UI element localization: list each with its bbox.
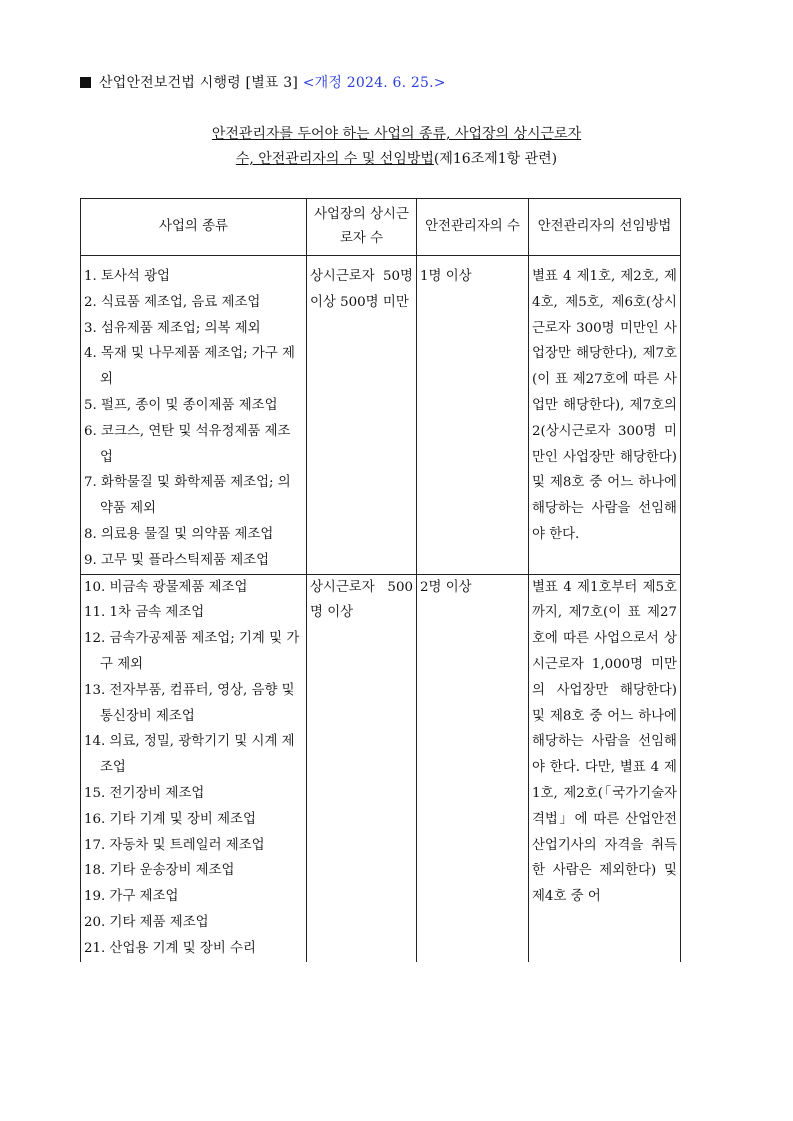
list-item: 2. 식료품 제조업, 음료 제조업: [84, 294, 261, 310]
list-item: 14. 의료, 정밀, 광학기기 및 시계 제조업: [84, 734, 295, 776]
list-item: 8. 의료용 물질 및 의약품 제조업: [84, 526, 274, 542]
header-worker-count: 사업장의 상시근로자 수: [307, 199, 417, 256]
title-line-1: 안전관리자를 두어야 하는 사업의 종류, 사업장의 상시근로자: [211, 126, 582, 142]
list-item: 11. 1차 금속 제조업: [84, 605, 205, 621]
document-title: [80, 122, 713, 172]
table-header-row: [81, 199, 681, 256]
list-item: 1. 토사석 광업: [84, 269, 170, 284]
list-item: 10. 비금속 광물제품 제조업: [84, 579, 248, 595]
table-row: [81, 574, 681, 961]
business-list: [81, 264, 307, 574]
list-item: 4. 목재 및 나무제품 제조업; 가구 제외: [84, 346, 295, 388]
header-business-type: 사업의 종류: [81, 199, 307, 256]
revision-note: <개정 2024. 6. 25.>: [302, 75, 446, 91]
list-item: 15. 전기장비 제조업: [84, 785, 205, 801]
list-item: 9. 고무 및 플라스틱제품 제조업: [84, 552, 270, 568]
title-line-2-underlined: 수, 안전관리자의 수 및 선임방법: [235, 151, 434, 167]
list-item: 19. 가구 제조업: [84, 889, 179, 905]
document-header: [80, 72, 446, 92]
title-line-2: [80, 147, 713, 172]
table-row: [81, 264, 681, 574]
title-line-2-rest: (제16조제1항 관련): [433, 151, 558, 167]
list-item: 20. 기타 제품 제조업: [84, 914, 209, 930]
header-manager-count: 안전관리자의 수: [417, 199, 529, 256]
business-list: [81, 574, 307, 961]
list-item: 16. 기타 기계 및 장비 제조업: [84, 811, 256, 827]
manager-count-cell: 1명 이상: [417, 264, 529, 574]
worker-count-cell: 상시근로자 50명 이상 500명 미만: [307, 264, 417, 574]
header-text: 산업안전보건법 시행령 [별표 3]: [99, 75, 299, 91]
manager-count-cell: 2명 이상: [417, 574, 529, 961]
list-item: 7. 화학물질 및 화학제품 제조업; 의약품 제외: [84, 475, 291, 517]
worker-count-cell: 상시근로자 500명 이상: [307, 574, 417, 961]
black-square-icon: [80, 77, 91, 88]
appointment-method-cell: 별표 4 제1호, 제2호, 제4호, 제5호, 제6호(상시근로자 300명 미만인 사업장만 해당한다), 제7호(이 표 제27호에 따른 사업만 해당한다), 제7호의2(상시근로자 300명 미만인 사업장만 해당한다) 및 제8호 중 어느 하나에 해당하는 사람을 선임해야 한다.: [529, 264, 681, 574]
safety-manager-table: [80, 198, 681, 962]
list-item: 13. 전자부품, 컴퓨터, 영상, 음향 및 통신장비 제조업: [84, 682, 295, 724]
list-item: 21. 산업용 기계 및 장비 수리: [84, 940, 256, 956]
list-item: 18. 기타 운송장비 제조업: [84, 863, 235, 879]
header-appointment-method: 안전관리자의 선임방법: [529, 199, 681, 256]
list-item: 6. 코크스, 연탄 및 석유정제품 제조업: [84, 423, 291, 465]
list-item: 17. 자동차 및 트레일러 제조업: [84, 837, 265, 853]
list-item: 5. 펄프, 종이 및 종이제품 제조업: [84, 397, 278, 413]
list-item: 12. 금속가공제품 제조업; 기계 및 가구 제외: [84, 631, 300, 672]
list-item: 3. 섬유제품 제조업; 의복 제외: [84, 320, 261, 336]
appointment-method-cell: 별표 4 제1호부터 제5호까지, 제7호(이 표 제27호에 따른 사업으로서 상시근로자 1,000명 미만의 사업장만 해당한다) 및 제8호 중 어느 하나에 해당하는 사람을 선임해야 한다. 다만, 별표 4 제1호, 제2호(「국가기술자격법」에 따른 산업안전산업기사의 자격을 취득한 사람은 제외한다) 및 제4호 중 어: [529, 574, 681, 961]
